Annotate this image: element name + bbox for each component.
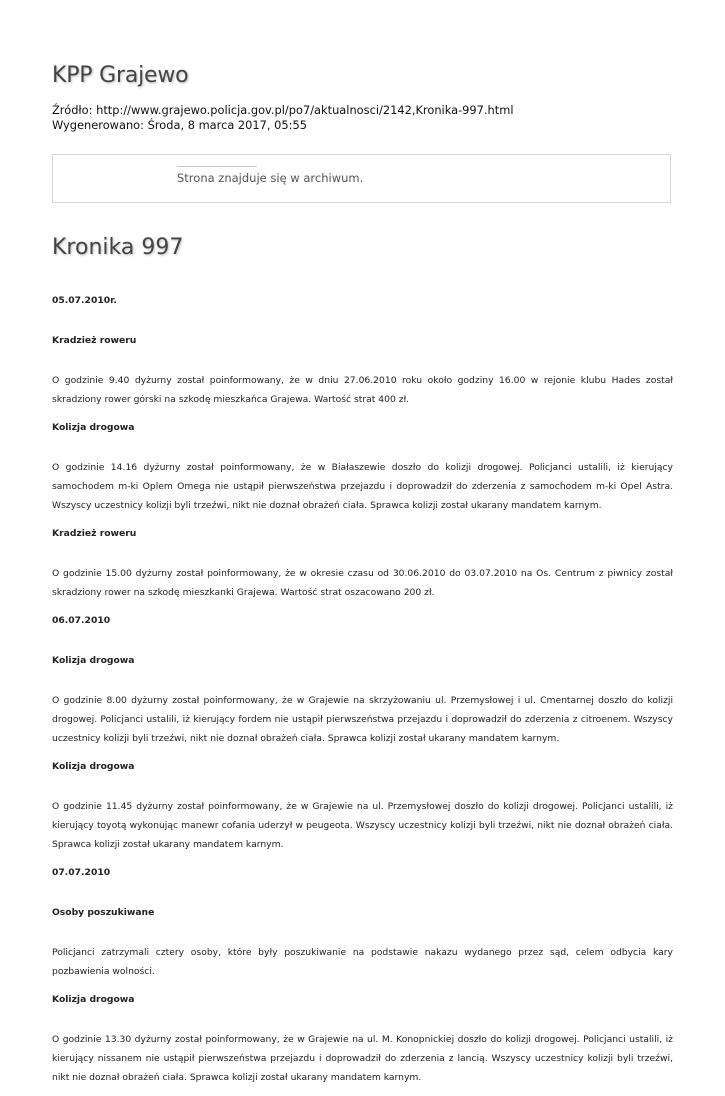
article-paragraph: O godzinie 15.00 dyżurny został poinformowany, że w okresie czasu od 30.06.2010 do 03.07.2010 na Os. Centrum z piwnicy został skradziony rower na szkodę mieszkanki Grajewa. Wartość strat oszacowano 200 zł.: [52, 568, 673, 598]
article-paragraph: O godzinie 11.45 dyżurny został poinformowany, że w Grajewie na ul. Przemysłowej doszło do kolizji drogowej. Policjanci ustalili, iż kierujący toyotą wykonując manewr cofania uderzył w peugeota. Wszyscy uczestnicy kolizji byli trzeźwi, nikt nie doznał obrażeń ciała. Sprawca kolizji został ukarany mandatem karnym.: [52, 801, 673, 850]
archive-notice-box: [52, 154, 671, 203]
section-heading: Osoby poszukiwane: [52, 907, 155, 918]
site-title: KPP Grajewo: [52, 63, 189, 88]
archive-divider: [177, 166, 257, 167]
section-heading: Kolizja drogowa: [52, 994, 135, 1005]
article-content: [52, 291, 673, 1096]
generated-line: Wygenerowano: Środa, 8 marca 2017, 05:55: [52, 118, 307, 132]
article-paragraph: O godzinie 9.40 dyżurny został poinformowany, że w dniu 27.06.2010 roku około godziny 16.00 w rejonie klubu Hades został skradziony rower górski na szkodę mieszkańca Grajewa. Wartość strat 400 zł.: [52, 375, 673, 405]
date-heading: 07.07.2010: [52, 867, 111, 878]
archive-notice: Strona znajduje się w archiwum.: [177, 171, 364, 185]
date-heading: 05.07.2010r.: [52, 295, 117, 306]
section-heading: Kradzież roweru: [52, 335, 137, 346]
date-heading: 06.07.2010: [52, 615, 111, 626]
section-heading: Kolizja drogowa: [52, 422, 135, 433]
section-heading: Kolizja drogowa: [52, 655, 135, 666]
article-title: Kronika 997: [52, 235, 184, 260]
section-heading: Kolizja drogowa: [52, 761, 135, 772]
source-meta: [52, 103, 514, 133]
article-paragraph: O godzinie 8.00 dyżurny został poinformowany, że w Grajewie na skrzyżowaniu ul. Przemysłowej i ul. Cmentarnej doszło do kolizji drogowej. Policjanci ustalili, iż kierujący fordem nie ustąpił pierwszeństwa przejazdu i doprowadził do zderzenia z citroenem. Wszyscy uczestnicy kolizji byli trzeźwi, nikt nie doznał obrażeń ciała. Sprawca kolizji został ukarany mandatem karnym.: [52, 695, 673, 744]
section-heading: Kradzież roweru: [52, 528, 137, 539]
article-paragraph: O godzinie 14.16 dyżurny został poinformowany, że w Białaszewie doszło do kolizji drogowej. Policjanci ustalili, iż kierujący samochodem m-ki Oplem Omega nie ustąpił pierwszeństwa przejazdu i doprowadził do zderzenia z samochodem m-ki Opel Astra. Wszyscy uczestnicy kolizji byli trzeźwi, nikt nie doznał obrażeń ciała. Sprawca kolizji został ukarany mandatem karnym.: [52, 462, 673, 511]
article-paragraph: O godzinie 13.30 dyżurny został poinformowany, że w Grajewie na ul. M. Konopnickiej doszło do kolizji drogowej. Policjanci ustalili, iż kierujący nissanem nie ustąpił pierwszeństwa przejazdu i doprowadził do zderzenia z lancią. Wszyscy uczestnicy kolizji byli trzeźwi, nikt nie doznał obrażeń ciała. Sprawca kolizji został ukarany mandatem karnym.: [52, 1034, 673, 1083]
source-line: Źródło: http://www.grajewo.policja.gov.pl/po7/aktualnosci/2142,Kronika-997.html: [52, 103, 514, 117]
article-paragraph: Policjanci zatrzymali cztery osoby, które były poszukiwanie na podstawie nakazu wydanego przez sąd, celem odbycia kary pozbawienia wolności.: [52, 947, 673, 977]
